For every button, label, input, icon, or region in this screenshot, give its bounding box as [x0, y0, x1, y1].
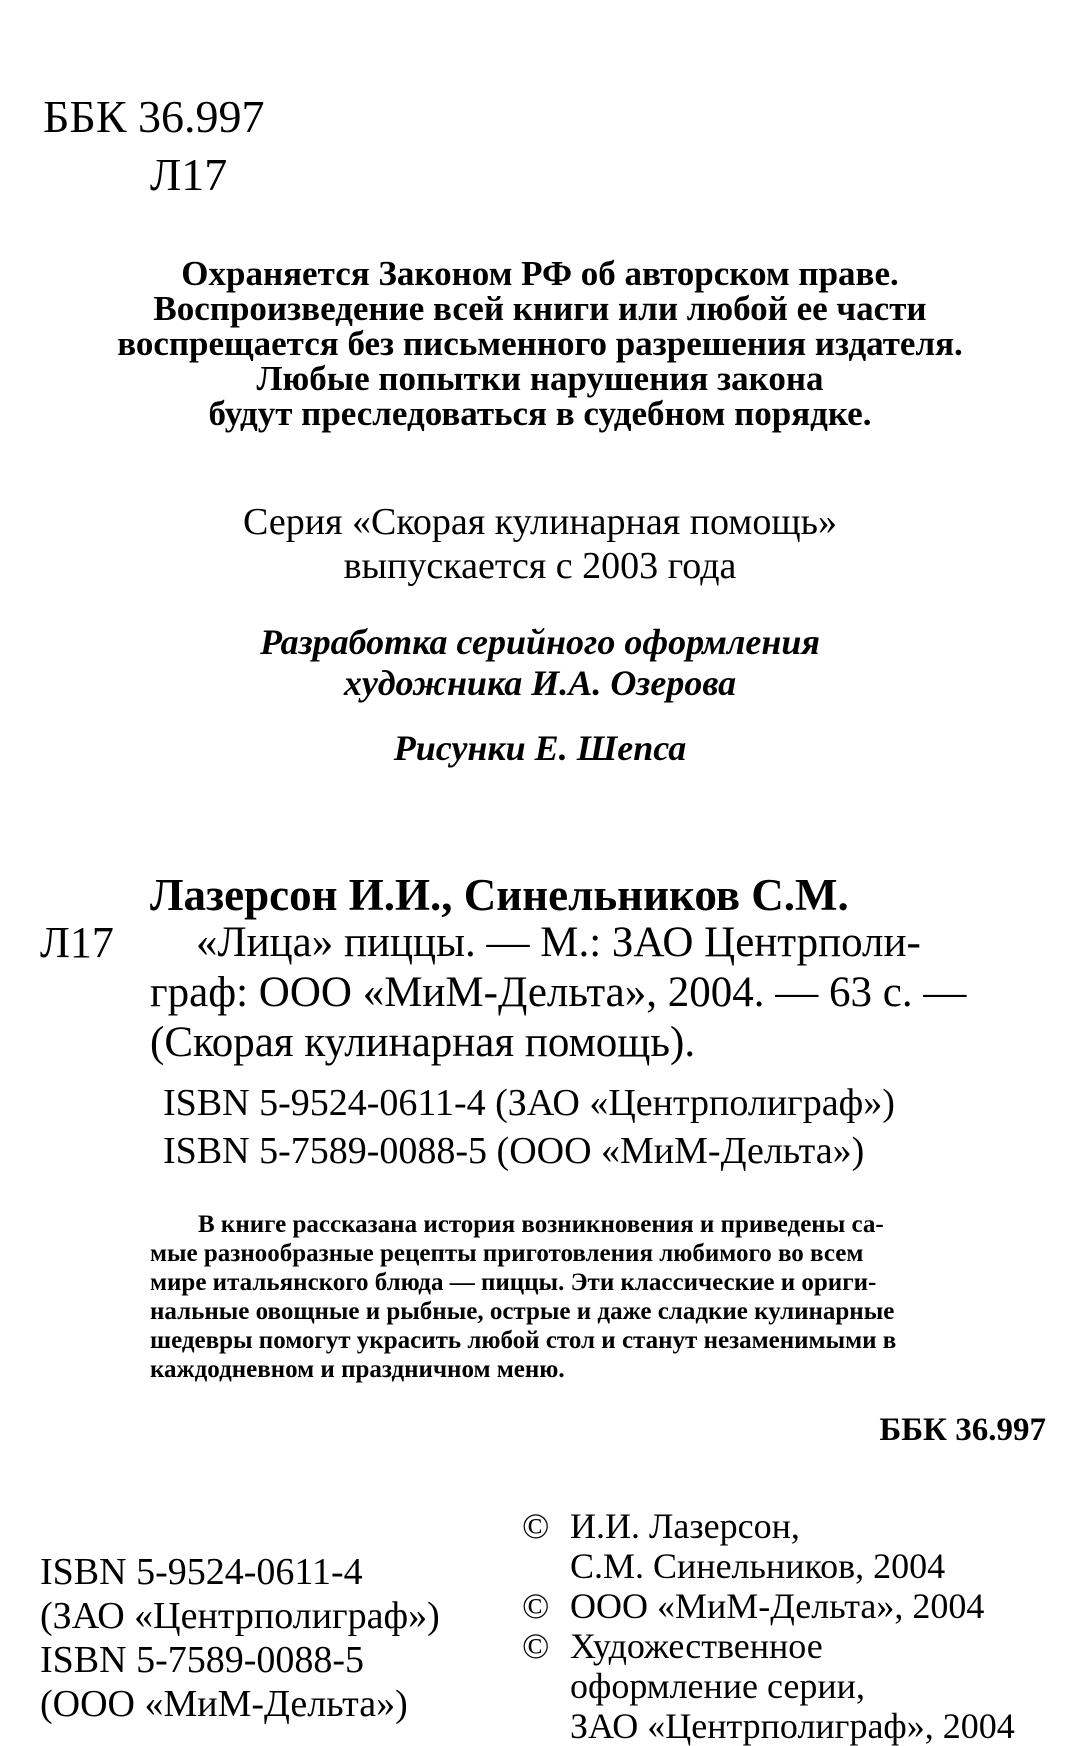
annotation-line: мые разнообразные рецепты приготовления любимого во всем — [150, 1240, 864, 1267]
copyright-line: Художественное — [570, 1626, 823, 1666]
copyright-entry — [522, 1586, 1015, 1626]
copyright-sign: © — [522, 1586, 550, 1626]
bibliography-description — [150, 918, 1047, 1068]
isbn-bottom-line: ISBN 5-9524-0611-4 — [40, 1551, 363, 1593]
bibliography-line: «Лица» пиццы. — М.: ЗАО Центрполи- — [196, 919, 921, 966]
annotation-line: шедевры помогут украсить любой стол и станут незаменимыми в — [150, 1327, 897, 1354]
copyright-line: И.И. Лазерсон, — [570, 1506, 800, 1546]
copyright-line: ЗАО «Центрполиграф», 2004 — [570, 1706, 1015, 1746]
bbk-code-block — [43, 88, 265, 204]
notice-line: воспрещается без письменного разрешения издателя. — [117, 324, 963, 363]
illustrations-credit: Рисунки Е. Шепса — [393, 728, 687, 768]
copyright-line: С.М. Синельников, 2004 — [570, 1546, 946, 1586]
design-credit-line: Разработка серийного оформления — [260, 622, 820, 662]
bbk-code: ББК 36.997 — [43, 91, 265, 142]
bibliography-code: Л17 — [40, 918, 114, 967]
copyright-notice — [0, 256, 1080, 431]
design-credit-line: художника И.А. Озерова — [343, 663, 737, 703]
annotation — [150, 1210, 1047, 1384]
isbn-bottom-line: (ООО «МиМ-Дельта») — [40, 1683, 408, 1725]
notice-line: Воспроизведение всей книги или любой ее части — [153, 289, 927, 328]
bibliography-line: (Скорая кулинарная помощь). — [150, 1019, 696, 1066]
bbk-code-bottom: ББК 36.997 — [879, 1412, 1046, 1448]
isbn-bottom-line: (ЗАО «Центрполиграф») — [40, 1595, 440, 1637]
annotation-line: каждодневном и праздничном меню. — [150, 1356, 565, 1383]
copyright-entry — [522, 1626, 1015, 1666]
copyright-line: ООО «МиМ-Дельта», 2004 — [570, 1586, 985, 1626]
isbn-bottom-line: ISBN 5-7589-0088-5 — [40, 1639, 365, 1681]
copyright-line: оформление серии, — [570, 1666, 865, 1706]
notice-line: Любые попытки нарушения закона — [256, 359, 824, 398]
design-credits — [0, 622, 1080, 769]
series-line: Серия «Скорая кулинарная помощь» — [243, 501, 837, 543]
isbn-line: ISBN 5-9524-0611-4 (ЗАО «Центрполиграф») — [163, 1082, 895, 1124]
isbn-block-bottom — [40, 1550, 440, 1726]
annotation-line: В книге рассказана история возникновения и приведены са- — [198, 1211, 884, 1238]
annotation-line: нальные овощные и рыбные, острые и даже сладкие кулинарные — [150, 1298, 895, 1325]
copyright-entry — [522, 1506, 1015, 1546]
author-mark: Л17 — [150, 149, 228, 200]
series-info — [0, 500, 1080, 588]
copyright-block — [522, 1506, 1015, 1746]
annotation-line: мире итальянского блюда — пиццы. Эти классические и ориги- — [150, 1269, 877, 1296]
isbn-list — [163, 1079, 895, 1175]
notice-line: Охраняется Законом РФ об авторском праве. — [181, 254, 899, 293]
bibliography-authors: Лазерсон И.И., Синельников С.М. — [150, 870, 849, 920]
notice-line: будут преследоваться в судебном порядке. — [208, 394, 872, 433]
series-line: выпускается с 2003 года — [343, 545, 737, 587]
isbn-line: ISBN 5-7589-0088-5 (ООО «МиМ-Дельта») — [163, 1130, 865, 1172]
copyright-sign: © — [522, 1626, 550, 1666]
bibliography-line: граф: ООО «МиМ-Дельта», 2004. — 63 с. — — [150, 969, 967, 1016]
copyright-sign: © — [522, 1506, 550, 1546]
